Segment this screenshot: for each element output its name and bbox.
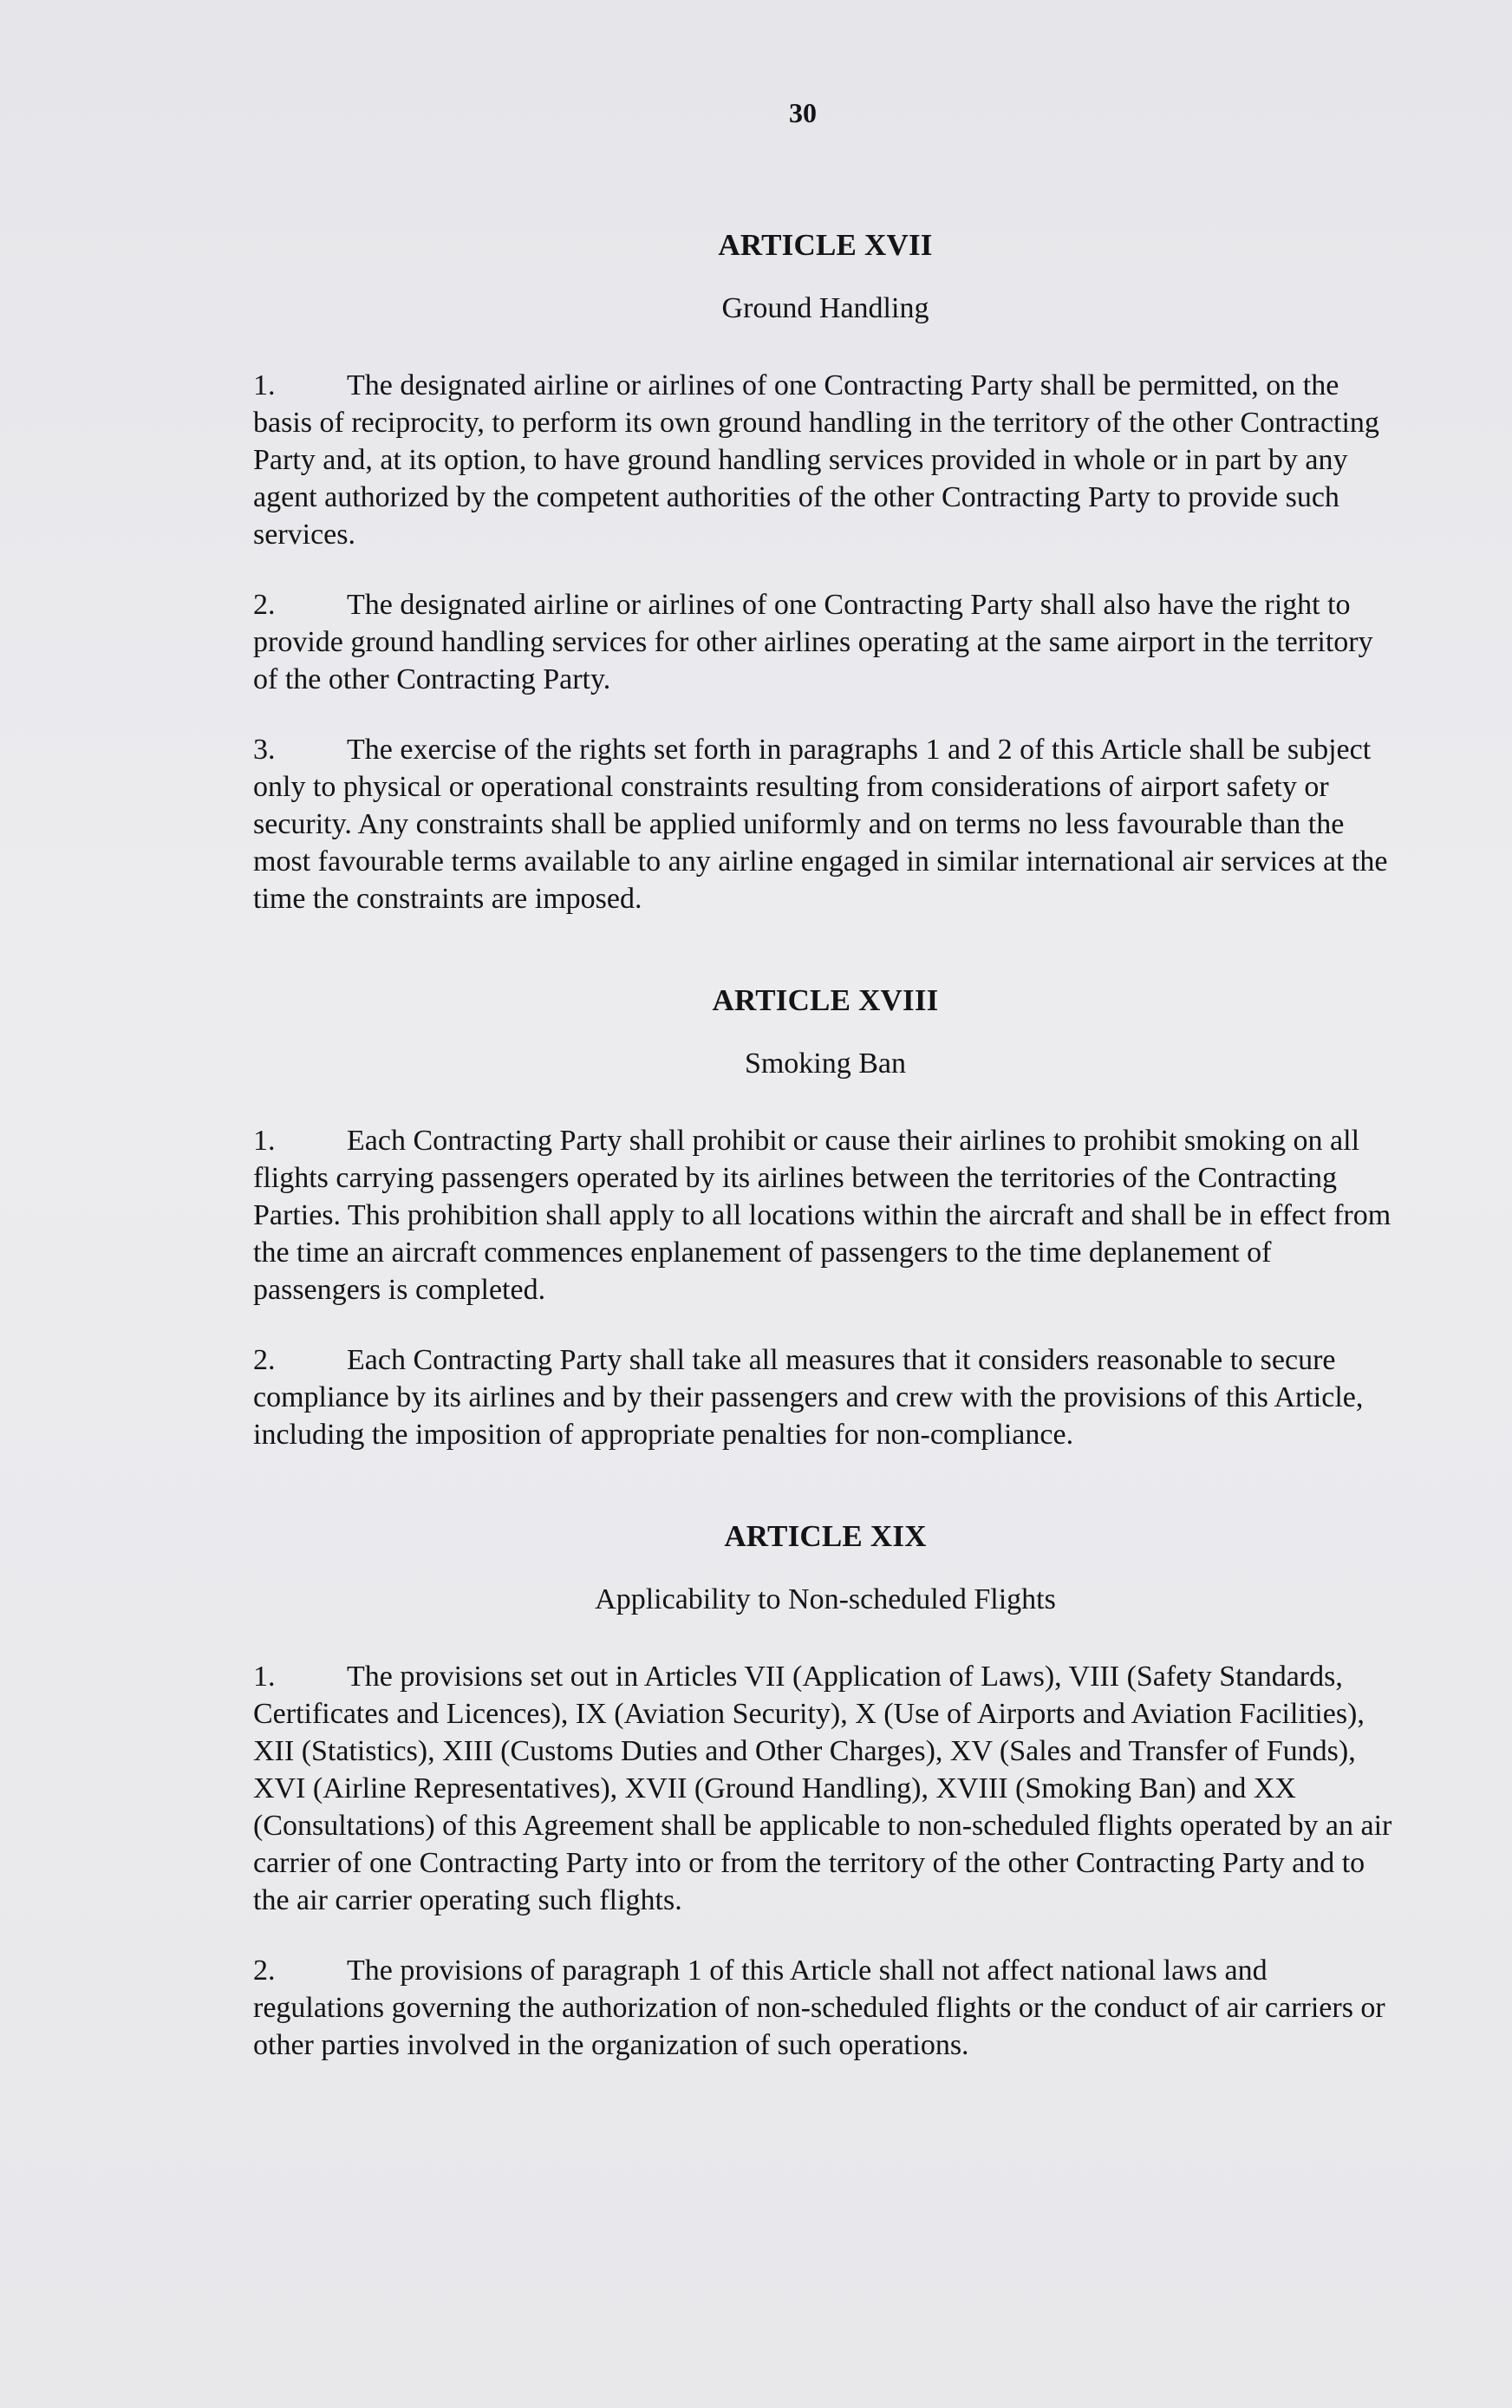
article-title: ARTICLE XIX (724, 1519, 927, 1553)
paragraph-text: The provisions set out in Articles VII (Application of Laws), VIII (Safety Standards, Certificates and Licences), IX (Aviation Security), X (Use of Airports and Aviation Facilities), XII (Statistics), XIII (Customs Duties and Other Charges), XV (Sales and Transfer of Funds), XVI (Airline Representatives), XVII (Ground Handling), XVIII (Smoking Ban) and XX (Consultations) of this Agreement shall be applicable to non-scheduled flights operated by an air carrier of one Contracting Party into or from the territory of the other Contracting Party and to the air carrier operating such flights. (253, 1661, 1392, 1916)
paragraph (253, 586, 1398, 698)
paragraph-text: The designated airline or airlines of one Contracting Party shall be permitted, on the basis of reciprocity, to perform its own ground handling in the territory of the other Contracting Party and, at its option, to have ground handling services provided in whole or in part by any agent authorized by the competent authorities of the other Contracting Party to provide such services. (253, 369, 1379, 551)
paragraph-number: 2. (253, 1954, 276, 1987)
paragraph-number: 1. (253, 1661, 276, 1693)
article-xix (253, 1519, 1398, 2064)
article-subtitle: Smoking Ban (744, 1047, 907, 1080)
page-number: 30 (789, 97, 817, 128)
paragraph-text: The provisions of paragraph 1 of this Article shall not affect national laws and regulations governing the authorization of non-scheduled flights or the conduct of air carriers or other parties involved in the organization of such operations. (253, 1954, 1385, 2061)
page-content (253, 97, 1398, 2130)
paragraph (253, 367, 1398, 553)
paragraph (253, 731, 1398, 917)
paragraph-text: Each Contracting Party shall take all measures that it considers reasonable to secure compliance by its airlines and by their passengers and crew with the provisions of this Article, including the imposition of appropriate penalties for non-compliance. (253, 1344, 1364, 1451)
paragraph (253, 1658, 1398, 1919)
article-subtitle: Ground Handling (721, 292, 929, 324)
paragraph (253, 1952, 1398, 2064)
article-xvii (253, 228, 1398, 917)
article-subtitle: Applicability to Non-scheduled Flights (595, 1583, 1056, 1615)
article-title: ARTICLE XVIII (712, 983, 939, 1017)
paragraph (253, 1341, 1398, 1453)
paragraph-text: Each Contracting Party shall prohibit or cause their airlines to prohibit smoking on all flights carrying passengers operated by its airlines between the territories of the Contracting Parties. This prohibition shall apply to all locations within the aircraft and shall be in effect from the time an aircraft commences enplanement of passengers to the time deplanement of passengers is completed. (253, 1125, 1391, 1306)
paragraph (253, 1122, 1398, 1308)
paragraph-text: The designated airline or airlines of one Contracting Party shall also have the right to provide ground handling services for other airlines operating at the same airport in the territory of the other Contracting Party. (253, 589, 1373, 695)
paragraph-number: 2. (253, 589, 276, 621)
paragraph-number: 1. (253, 1125, 276, 1157)
article-title: ARTICLE XVII (718, 228, 933, 262)
paragraph-number: 3. (253, 734, 276, 766)
article-xviii (253, 983, 1398, 1453)
paragraph-number: 1. (253, 369, 276, 401)
paragraph-text: The exercise of the rights set forth in paragraphs 1 and 2 of this Article shall be subject only to physical or operational constraints resulting from considerations of airport safety or security. Any constraints shall be applied uniformly and on terms no less favourable than the most favourable terms available to any airline engaged in similar international air services at the time the constraints are imposed. (253, 734, 1388, 915)
paragraph-number: 2. (253, 1344, 276, 1376)
